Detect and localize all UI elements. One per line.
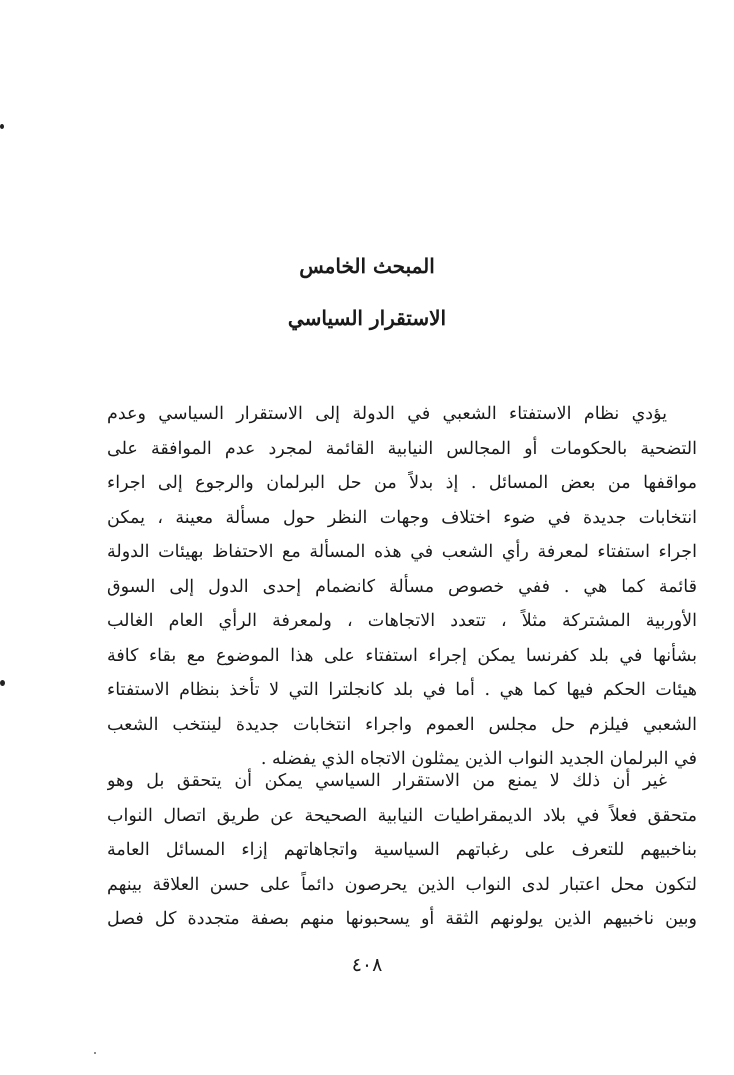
text-line: التضحية بالحكومات أو المجالس النيابية القائمة لمجرد عدم الموافقة على bbox=[107, 438, 697, 459]
text-line: اجراء استفتاء لمعرفة رأي الشعب في هذه المسألة مع الاحتفاظ بهيئات الدولة bbox=[107, 542, 697, 562]
text-line: متحقق فعلاً في بلاد الديمقراطيات النيابية الصحيحة عن طريق اتصال النواب bbox=[107, 805, 697, 826]
text-line: الأوربية المشتركة مثلاً ، تتعدد الاتجاهات ، ولمعرفة الرأي العام الغالب bbox=[107, 611, 697, 631]
text-line: مواقفها من بعض المسائل . إذ بدلاً من حل البرلمان والرجوع إلى اجراء bbox=[107, 473, 697, 493]
text-line: قائمة كما هي . ففي خصوص مسألة كانضمام إحدى الدول إلى السوق bbox=[107, 576, 697, 597]
paragraph-2 bbox=[107, 764, 697, 937]
scan-speck bbox=[0, 124, 4, 129]
text-line: بشأنها في بلد كفرنسا يمكن إجراء استفتاء على هذا الموضوع مع بقاء كافة bbox=[107, 645, 697, 666]
paragraph-1 bbox=[107, 397, 697, 777]
text-line: لتكون محل اعتبار لدى النواب الذين يحرصون دائماً على حسن العلاقة بينهم bbox=[107, 874, 697, 895]
scan-speck bbox=[0, 680, 5, 686]
section-heading: المبحث الخامس bbox=[299, 254, 435, 278]
scan-speck bbox=[94, 1052, 96, 1054]
text-line: انتخابات جديدة في ضوء اختلاف وجهات النظر حول مسألة معينة ، يمكن bbox=[107, 507, 697, 528]
section-title: الاستقرار السياسي bbox=[287, 306, 447, 330]
text-line: وبين ناخبيهم الذين يولونهم الثقة أو يسحبونها منهم بصفة متجددة كل فصل bbox=[107, 909, 697, 929]
text-line: يؤدي نظام الاستفتاء الشعبي في الدولة إلى الاستقرار السياسي وعدم bbox=[107, 404, 667, 424]
text-line: هيئات الحكم فيها كما هي . أما في بلد كانجلترا التي لا تأخذ بنظام الاستفتاء bbox=[107, 680, 697, 700]
text-line: في البرلمان الجديد النواب الذين يمثلون الاتجاه الذي يفضله . bbox=[260, 749, 697, 769]
text-line: بناخبيهم للتعرف على رغباتهم السياسية واتجاهاتهم إزاء المسائل العامة bbox=[107, 840, 697, 860]
text-line: غير أن ذلك لا يمنع من الاستقرار السياسي يمكن أن يتحقق بل وهو bbox=[107, 771, 667, 791]
page-number: ٤٠٨ bbox=[351, 954, 383, 976]
text-line: الشعبي فيلزم حل مجلس العموم واجراء انتخابات جديدة لينتخب الشعب bbox=[107, 714, 697, 735]
